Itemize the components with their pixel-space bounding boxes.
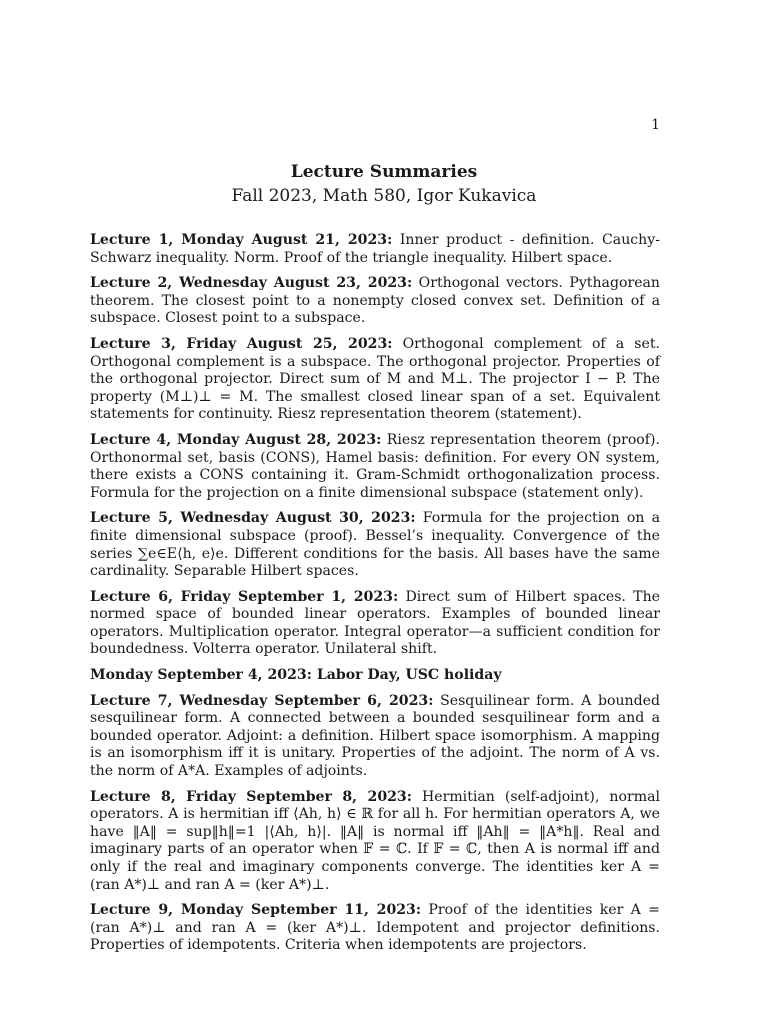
lecture-entry-3 [90,336,660,424]
title-block [0,160,768,208]
page-number: 1 [651,117,660,133]
lecture-entry-8 [90,789,660,895]
lecture-body: Orthogonal complement of a set. Orthogonal complement is a subspace. The orthogonal projector. Properties of the orthogonal projector. Direct sum of M and M⊥. The projector I − P. The property (M⊥)⊥ = M. The smallest closed linear span of a set. Equivalent statements for continuity. Riesz representation theorem (statement). [90,335,661,423]
lecture-heading: Lecture 9, Monday September 11, 2023: [90,902,422,919]
document-subtitle: Fall 2023, Math 580, Igor Kukavica [231,186,537,206]
lecture-heading: Lecture 1, Monday August 21, 2023: [90,232,393,248]
lecture-heading: Lecture 8, Friday September 8, 2023: [90,788,412,805]
lecture-body: Direct sum of Hilbert spaces. The normed space of bounded linear operators. Examples of bounded linear operators. Multiplication operator. Integral operator—a sufficient condition for boundedness. Volterra operator. Unilateral shift. [90,588,660,658]
lecture-body: Orthogonal vectors. Pythagorean theorem. The closest point to a nonempty closed convex set. Definition of a subspace. Closest point to a subspace. [90,275,661,327]
lecture-list [90,232,660,963]
lecture-body: Riesz representation theorem (proof). Orthonormal set, basis (CONS), Hamel basis: definition. For every ON system, there exists a CONS containing it. Gram-Schmidt orthogonalization process. Formula for the projection on a finite dimensional subspace (statement only). [90,431,660,501]
lecture-entry-5 [90,510,660,580]
lecture-body: Inner product - definition. Cauchy-Schwarz inequality. Norm. Proof of the triangle inequality. Hilbert space. [90,232,660,266]
lecture-entry-6 [90,589,660,659]
lecture-heading: Lecture 5, Wednesday August 30, 2023: [90,510,416,527]
lecture-entry-1 [90,232,660,267]
lecture-body: Hermitian (self-adjoint), normal operators. A is hermitian iff ⟨Ah, h⟩ ∈ ℝ for all h. For hermitian operators A, we have ‖A‖ = sup‖h‖=1 |⟨Ah, h⟩|. ‖A‖ is normal iff ‖Ah‖ = ‖A*h‖. Real and imaginary parts of an operator when 𝔽 = ℂ. If 𝔽 = ℂ, then A is normal iff and only if the real and imaginary components converge. The identities ker A = (ran A*)⊥ and ran A = (ker A*)⊥. [90,788,660,893]
lecture-heading: Lecture 6, Friday September 1, 2023: [90,588,399,605]
document-title: Lecture Summaries [290,162,478,182]
lecture-entry-7 [90,693,660,781]
lecture-heading: Lecture 2, Wednesday August 23, 2023: [90,275,413,292]
lecture-body: Formula for the projection on a finite dimensional subspace (proof). Bessel’s inequality. Convergence of the series ∑e∈E⟨h, e⟩e. Different conditions for the basis. All bases have the same cardinality. Separable Hilbert spaces. [90,510,660,580]
lecture-entry-4 [90,432,660,502]
lecture-body: Proof of the identities ker A = (ran A*)⊥ and ran A = (ker A*)⊥. Idempotent and projector definitions. Properties of idempotents. Criteria when idempotents are projectors. [90,902,660,954]
lecture-heading: Lecture 4, Monday August 28, 2023: [90,431,382,448]
lecture-body: Sesquilinear form. A bounded sesquilinear form. A connected between a bounded sesquilinear form and a bounded operator. Adjoint: a definition. Hilbert space isomorphism. A mapping is an isomorphism iff it is unitary. Properties of the adjoint. The norm of A vs. the norm of A*A. Examples of adjoints. [90,692,660,780]
lecture-heading: Lecture 3, Friday August 25, 2023: [90,335,393,352]
lecture-heading: Lecture 7, Wednesday September 6, 2023: [90,692,434,709]
holiday-note: Monday September 4, 2023: Labor Day, USC holiday [90,667,502,684]
lecture-entry-2 [90,275,660,328]
lecture-entry-9 [90,902,660,955]
